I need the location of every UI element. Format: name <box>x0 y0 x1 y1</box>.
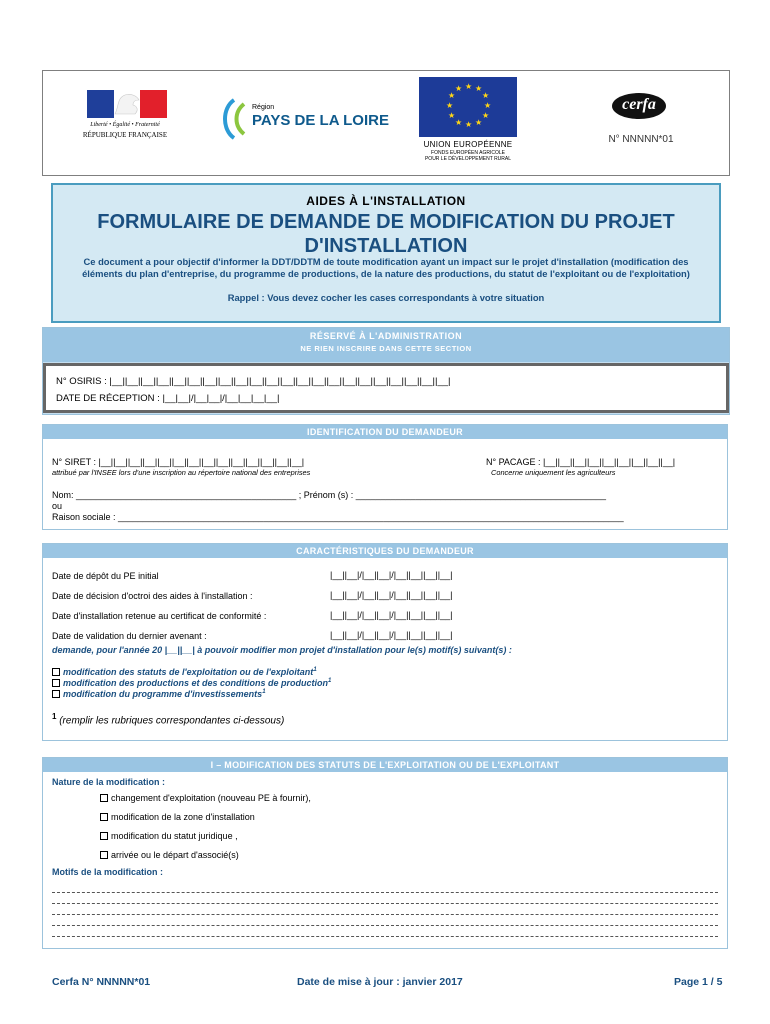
motifs-line[interactable] <box>52 903 718 904</box>
svg-text:★: ★ <box>465 120 473 129</box>
motifs-line[interactable] <box>52 936 718 937</box>
svg-text:★: ★ <box>482 91 490 100</box>
date-depot-field[interactable]: |__||__|/|__||__|/|__||__||__||__| <box>330 570 453 580</box>
page-title: FORMULAIRE DE DEMANDE DE MODIFICATION DU PROJET D'INSTALLATION <box>97 211 675 257</box>
motifs-line[interactable] <box>52 925 718 926</box>
pacage-field[interactable]: N° PACAGE : |__||__||__||__||__||__||__||__||__| <box>486 457 676 467</box>
caracteristiques-header: CARACTÉRISTIQUES DU DEMANDEUR <box>43 544 727 558</box>
svg-text:★: ★ <box>446 101 454 110</box>
republique-francaise-logo <box>80 90 170 146</box>
motif-investissements[interactable]: modification du programme d'investissements$^1$ <box>52 689 266 699</box>
footnote: $^1$ (remplir les rubriques correspondantes ci-dessous) <box>52 712 285 727</box>
identification-header: IDENTIFICATION DU DEMANDEUR <box>43 425 727 439</box>
demande-line: demande, pour l'année 20 |__||__| à pouvoir modifier mon projet d'installation pour le(s) motif(s) suivant(s) : <box>52 645 512 655</box>
admin-header: RÉSERVÉ À L'ADMINISTRATION NE RIEN INSCRIRE DANS CETTE SECTION <box>43 328 729 362</box>
checkbox[interactable] <box>100 851 108 859</box>
option-zone[interactable]: modification de la zone d'installation <box>100 812 255 822</box>
motifs-line[interactable] <box>52 914 718 915</box>
date-decision-label: Date de décision d'octroi des aides à l'installation : <box>52 591 253 601</box>
nature-label: Nature de la modification : <box>52 777 166 787</box>
date-depot-label: Date de dépôt du PE initial <box>52 571 159 581</box>
rf-name: RÉPUBLIQUE FRANÇAISE <box>82 131 168 139</box>
footer-page: Page 1 / 5 <box>674 976 723 988</box>
motif-statuts[interactable]: modification des statuts de l'exploitation ou de l'exploitant$^1$ <box>52 667 317 677</box>
footer-date: Date de mise à jour : janvier 2017 <box>297 976 463 988</box>
option-associes[interactable]: arrivée ou le départ d'associé(s) <box>100 850 239 860</box>
option-statut[interactable]: modification du statut juridique , <box>100 831 238 841</box>
osiris-field[interactable]: N° OSIRIS : |__||__||__||__||__||__||__||__||__||__||__||__||__||__||__||__||__||__||__||__||__||__| <box>56 376 451 387</box>
date-avenant-field[interactable]: |__||__|/|__||__|/|__||__||__||__| <box>330 630 453 640</box>
title-aides: AIDES À L'INSTALLATION <box>306 194 466 208</box>
title-box <box>51 183 721 323</box>
siret-field[interactable]: N° SIRET : |__||__||__||__||__||__||__||__||__||__||__||__||__||__| <box>52 457 305 467</box>
section-1-header: I – MODIFICATION DES STATUTS DE L'EXPLOITATION OU DE L'EXPLOITANT <box>43 758 727 772</box>
ou-label: ou <box>52 501 63 511</box>
eu-flag-icon <box>419 77 517 137</box>
region-name: PAYS DE LA LOIRE <box>252 112 389 129</box>
svg-text:★: ★ <box>475 84 483 93</box>
date-installation-field[interactable]: |__||__|/|__||__|/|__||__||__||__| <box>330 610 453 620</box>
footer-cerfa: Cerfa N° NNNNN*01 <box>52 976 151 988</box>
svg-text:★: ★ <box>482 111 490 120</box>
checkbox[interactable] <box>100 813 108 821</box>
pacage-note: Concerne uniquement les agriculteurs <box>491 468 616 477</box>
checkbox[interactable] <box>100 794 108 802</box>
cerfa-logo: cerfa <box>612 93 666 119</box>
svg-text:★: ★ <box>455 118 463 127</box>
title-rappel: Rappel : Vous devez cocher les cases correspondants à votre situation <box>227 292 545 303</box>
eu-name: UNION EUROPÉENNE <box>423 140 513 149</box>
rf-motto: Liberté • Égalité • Fraternité <box>90 122 160 128</box>
region-arcs-icon <box>220 98 250 140</box>
date-decision-field[interactable]: |__||__|/|__||__|/|__||__||__||__| <box>330 590 453 600</box>
eu-fund: FONDS EUROPÉEN AGRICOLE POUR LE DÉVELOPPEMENT RURAL <box>424 150 512 162</box>
document-number: N° NNNNN*01 <box>608 134 674 145</box>
motif-productions[interactable]: modification des productions et des conditions de production$^1$ <box>52 678 331 688</box>
checkbox[interactable] <box>52 668 60 676</box>
title-description: Ce document a pour objectif d'informer la DDT/DDTM de toute modification ayant un impact sur le projet d'installation (modification des éléments du plan d'entreprise, du programme de productions, de la nature des productions, du statut de l'exploitant ou de l'exploitation) <box>82 256 690 279</box>
option-changement[interactable]: changement d'exploitation (nouveau PE à fournir), <box>100 793 311 803</box>
union-europeenne-logo <box>417 77 519 167</box>
nom-prenom-field[interactable]: Nom: ____________________________________________ ; Prénom (s) : __________________________________________________ <box>52 490 607 500</box>
pays-de-la-loire-logo <box>220 96 390 142</box>
admin-section <box>42 327 730 415</box>
french-flag-icon <box>87 90 167 118</box>
motifs-line[interactable] <box>52 892 718 893</box>
date-installation-label: Date d'installation retenue au certificat de conformité : <box>52 611 267 621</box>
date-avenant-label: Date de validation du dernier avenant : <box>52 631 207 641</box>
admin-fields <box>43 363 729 413</box>
motifs-label: Motifs de la modification : <box>52 867 164 877</box>
raison-sociale-field[interactable]: Raison sociale : _____________________________________________________________________________________________________ <box>52 512 624 522</box>
checkbox[interactable] <box>52 690 60 698</box>
svg-text:★: ★ <box>484 101 492 110</box>
checkbox[interactable] <box>52 679 60 687</box>
svg-text:★: ★ <box>448 111 456 120</box>
svg-text:★: ★ <box>465 82 473 91</box>
checkbox[interactable] <box>100 832 108 840</box>
region-label: Région <box>252 104 275 111</box>
date-reception-field[interactable]: DATE DE RÉCEPTION : |__|__|/|__|__|/|__|__|__|__| <box>56 393 280 404</box>
siret-note: attribué par l'INSEE lors d'une inscription au répertoire national des entreprises <box>52 468 311 477</box>
svg-text:★: ★ <box>448 91 456 100</box>
svg-text:★: ★ <box>455 84 463 93</box>
svg-text:★: ★ <box>475 118 483 127</box>
